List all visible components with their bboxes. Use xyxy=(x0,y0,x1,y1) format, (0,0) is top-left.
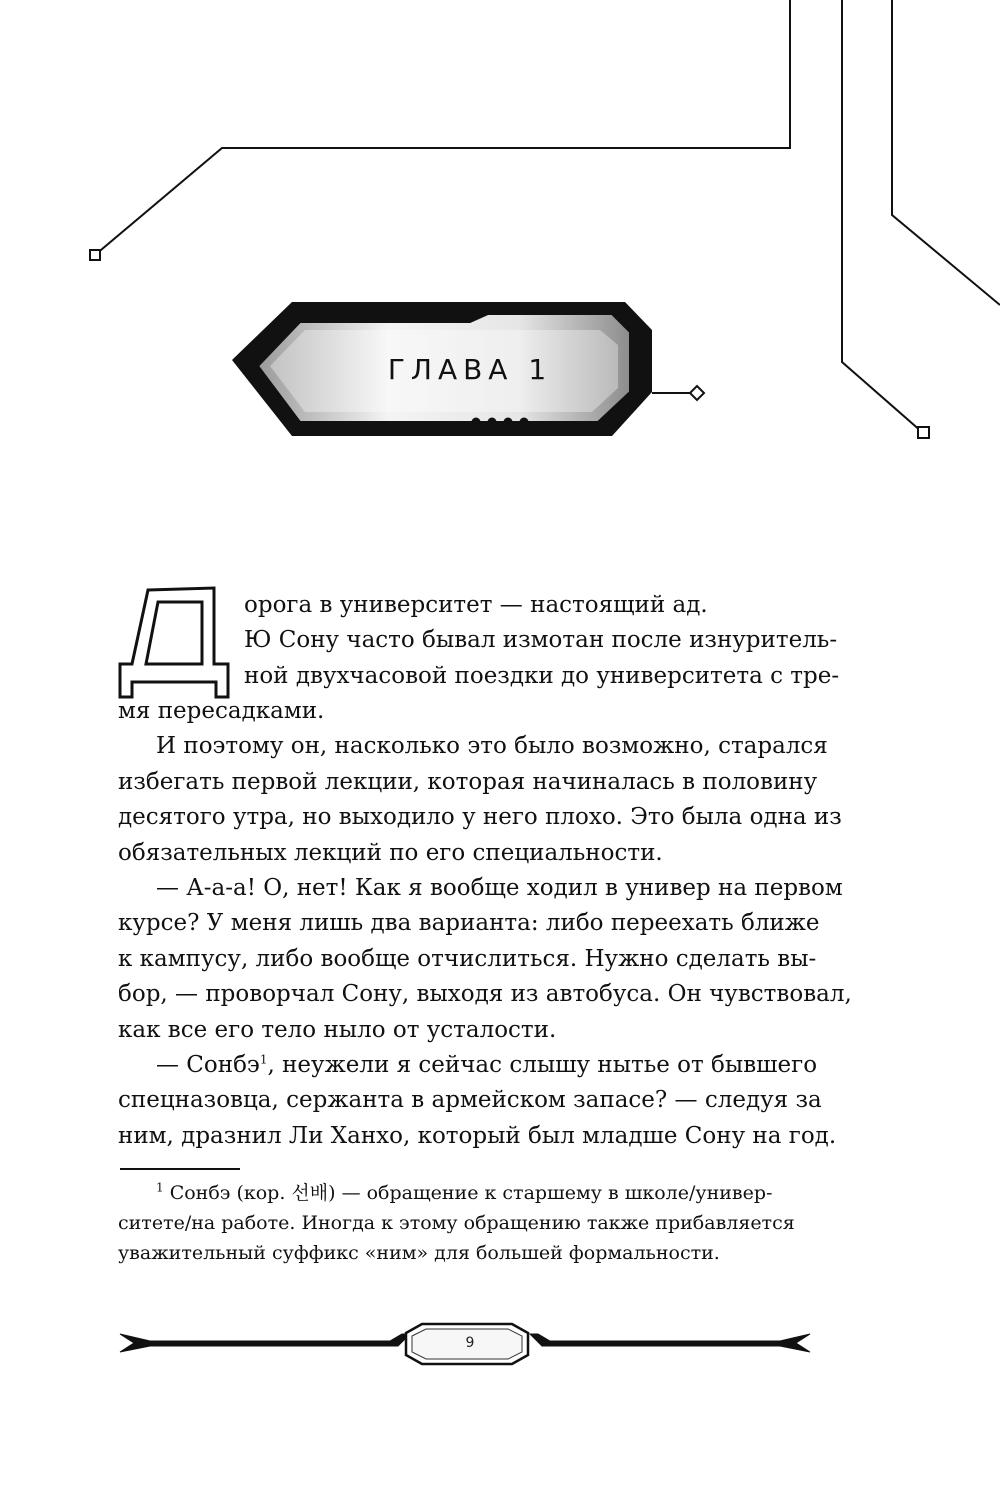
dialogue-start: — Сонбэ xyxy=(156,1051,260,1078)
body-line: курсе? У меня лишь два варианта: либо переехать ближе xyxy=(118,910,820,937)
drop-cap xyxy=(118,588,238,698)
circuit-node-right xyxy=(918,427,929,438)
body-line: как все его тело ныло от усталости. xyxy=(118,1016,557,1043)
circuit-node-left xyxy=(90,250,100,260)
dialogue-line xyxy=(118,1048,818,1083)
body-line: к кампусу, либо вообще отчислиться. Нужно сделать вы- xyxy=(118,945,817,972)
footnote-marker: 1 xyxy=(156,1180,164,1195)
footnote-text: Сонбэ (кор. 선배) — обращение к старшему в школе/универ- xyxy=(169,1182,773,1204)
footnote xyxy=(118,1178,814,1268)
footnote-divider xyxy=(120,1168,240,1170)
body-line: избегать первой лекции, которая начиналась в половину xyxy=(118,768,818,795)
intro-line: ной двухчасовой поездки до университета с тре- xyxy=(244,662,840,689)
body-text xyxy=(118,694,852,1154)
footer-bar-left xyxy=(120,1334,410,1352)
intro-line: орога в университет — настоящий ад. xyxy=(244,592,708,618)
plate-connector-diamond xyxy=(690,386,704,400)
body-line: десятого утра, но выходило у него плохо. Это была одна из xyxy=(118,804,842,831)
footnote-line xyxy=(118,1178,814,1208)
body-line: И поэтому он, насколько это было возможно, старался xyxy=(156,733,828,760)
body-line: мя пересадками. xyxy=(118,698,325,724)
footnote-reference[interactable]: 1 xyxy=(259,1052,268,1067)
footnote-line: уважительный суффикс «ним» для большей формальности. xyxy=(118,1242,720,1264)
intro-lines xyxy=(244,588,840,694)
body-line: бор, — проворчал Сону, выходя из автобуса. Он чувствовал, xyxy=(118,981,852,1008)
body-line: ним, дразнил Ли Ханхо, который был младше Сону на год. xyxy=(118,1122,837,1149)
page-number: 9 xyxy=(465,1335,475,1351)
intro-line: Ю Сону часто бывал измотан после изнуритель- xyxy=(244,627,838,654)
dialogue-rest: , неужели я сейчас слышу нытье от бывшего xyxy=(267,1051,818,1078)
body-line: обязательных лекций по его специальности. xyxy=(118,839,663,866)
circuit-line-right-inner xyxy=(842,0,922,432)
circuit-line-left xyxy=(95,0,790,255)
circuit-line-right-outer xyxy=(892,0,1000,305)
body-line: спецназовца, сержанта в армейском запасе? — следуя за xyxy=(118,1087,822,1114)
footnote-line: ситете/на работе. Иногда к этому обращению также прибавляется xyxy=(118,1212,795,1234)
footer-bar-right xyxy=(530,1334,810,1352)
chapter-title: ГЛАВА 1 xyxy=(387,353,553,386)
body-line: — А-а-а! О, нет! Как я вообще ходил в универ на первом xyxy=(156,874,843,901)
